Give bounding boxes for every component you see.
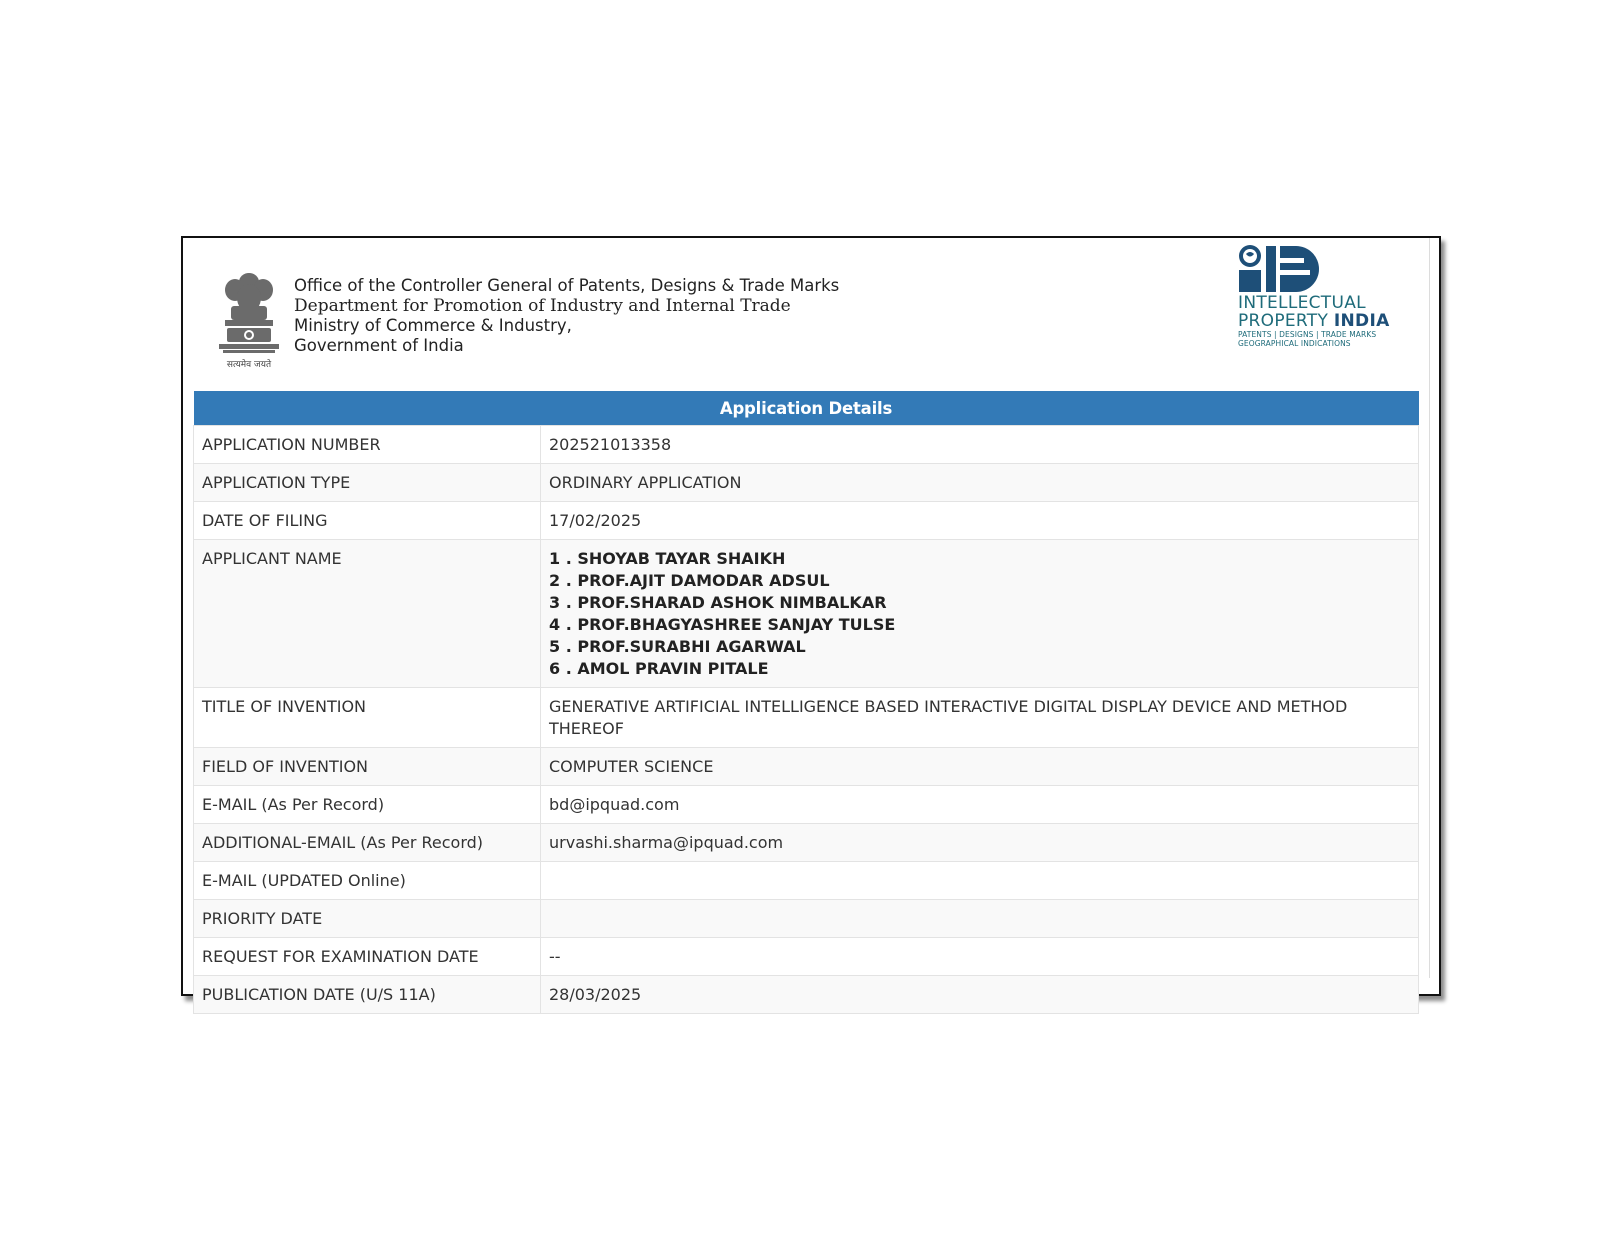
table-row [194, 862, 1419, 900]
table-row [194, 464, 1419, 502]
application-type-value: ORDINARY APPLICATION [541, 464, 1419, 502]
applicant-name: 1 . SHOYAB TAYAR SHAIKH [549, 549, 786, 568]
page-header [183, 238, 1439, 388]
applicant-name: 6 . AMOL PRAVIN PITALE [549, 659, 769, 678]
logo-line-4: GEOGRAPHICAL INDICATIONS [1238, 339, 1351, 348]
table-row [194, 426, 1419, 464]
office-line-2: Department for Promotion of Industry and Internal Trade [294, 296, 791, 316]
table-row [194, 502, 1419, 540]
logo-india: INDIA [1333, 311, 1390, 331]
priority-date-value [541, 900, 1419, 938]
table-row [194, 688, 1419, 748]
row-label: REQUEST FOR EXAMINATION DATE [194, 938, 541, 976]
logo-line-1: INTELLECTUAL [1238, 293, 1366, 313]
applicant-list [541, 540, 1419, 688]
ip-india-wordmark [1238, 294, 1390, 348]
national-emblem-icon [211, 268, 287, 372]
application-number-value: 202521013358 [541, 426, 1419, 464]
office-address [294, 276, 839, 356]
table-row [194, 540, 1419, 688]
request-exam-date-value: -- [541, 938, 1419, 976]
field-of-invention-value: COMPUTER SCIENCE [541, 748, 1419, 786]
office-line-4: Government of India [294, 336, 464, 355]
publication-date-value: 28/03/2025 [541, 976, 1419, 1014]
row-label: APPLICATION NUMBER [194, 426, 541, 464]
email-updated-value [541, 862, 1419, 900]
applicant-name: 4 . PROF.BHAGYASHREE SANJAY TULSE [549, 615, 896, 634]
office-line-3: Ministry of Commerce & Industry, [294, 316, 572, 335]
row-label: E-MAIL (UPDATED Online) [194, 862, 541, 900]
table-row [194, 786, 1419, 824]
additional-email-value: urvashi.sharma@ipquad.com [541, 824, 1419, 862]
table-row [194, 976, 1419, 1014]
applicant-name: 2 . PROF.AJIT DAMODAR ADSUL [549, 571, 830, 590]
title-of-invention-value: GENERATIVE ARTIFICIAL INTELLIGENCE BASED INTERACTIVE DIGITAL DISPLAY DEVICE AND METHOD THEREOF [541, 688, 1419, 748]
table-row [194, 900, 1419, 938]
table-row [194, 938, 1419, 976]
logo-line-2 [1238, 312, 1390, 330]
row-label: PUBLICATION DATE (U/S 11A) [194, 976, 541, 1014]
row-label: ADDITIONAL-EMAIL (As Per Record) [194, 824, 541, 862]
row-label: FIELD OF INVENTION [194, 748, 541, 786]
table-row [194, 824, 1419, 862]
email-value: bd@ipquad.com [541, 786, 1419, 824]
table-row [194, 748, 1419, 786]
emblem-motto: सत्यमेव जयते [226, 360, 272, 370]
applicant-name: 5 . PROF.SURABHI AGARWAL [549, 637, 806, 656]
logo-line-3: PATENTS | DESIGNS | TRADE MARKS [1238, 330, 1377, 339]
office-line-1: Office of the Controller General of Patents, Designs & Trade Marks [294, 276, 840, 295]
table-title: Application Details [194, 391, 1419, 426]
date-of-filing-value: 17/02/2025 [541, 502, 1419, 540]
row-label: APPLICANT NAME [194, 540, 541, 688]
row-label: DATE OF FILING [194, 502, 541, 540]
row-label: PRIORITY DATE [194, 900, 541, 938]
document-frame [181, 236, 1441, 1004]
applicant-name: 3 . PROF.SHARAD ASHOK NIMBALKAR [549, 593, 887, 612]
logo-property: PROPERTY [1238, 311, 1334, 331]
row-label: E-MAIL (As Per Record) [194, 786, 541, 824]
application-details-table [193, 391, 1419, 1014]
row-label: APPLICATION TYPE [194, 464, 541, 502]
row-label: TITLE OF INVENTION [194, 688, 541, 748]
